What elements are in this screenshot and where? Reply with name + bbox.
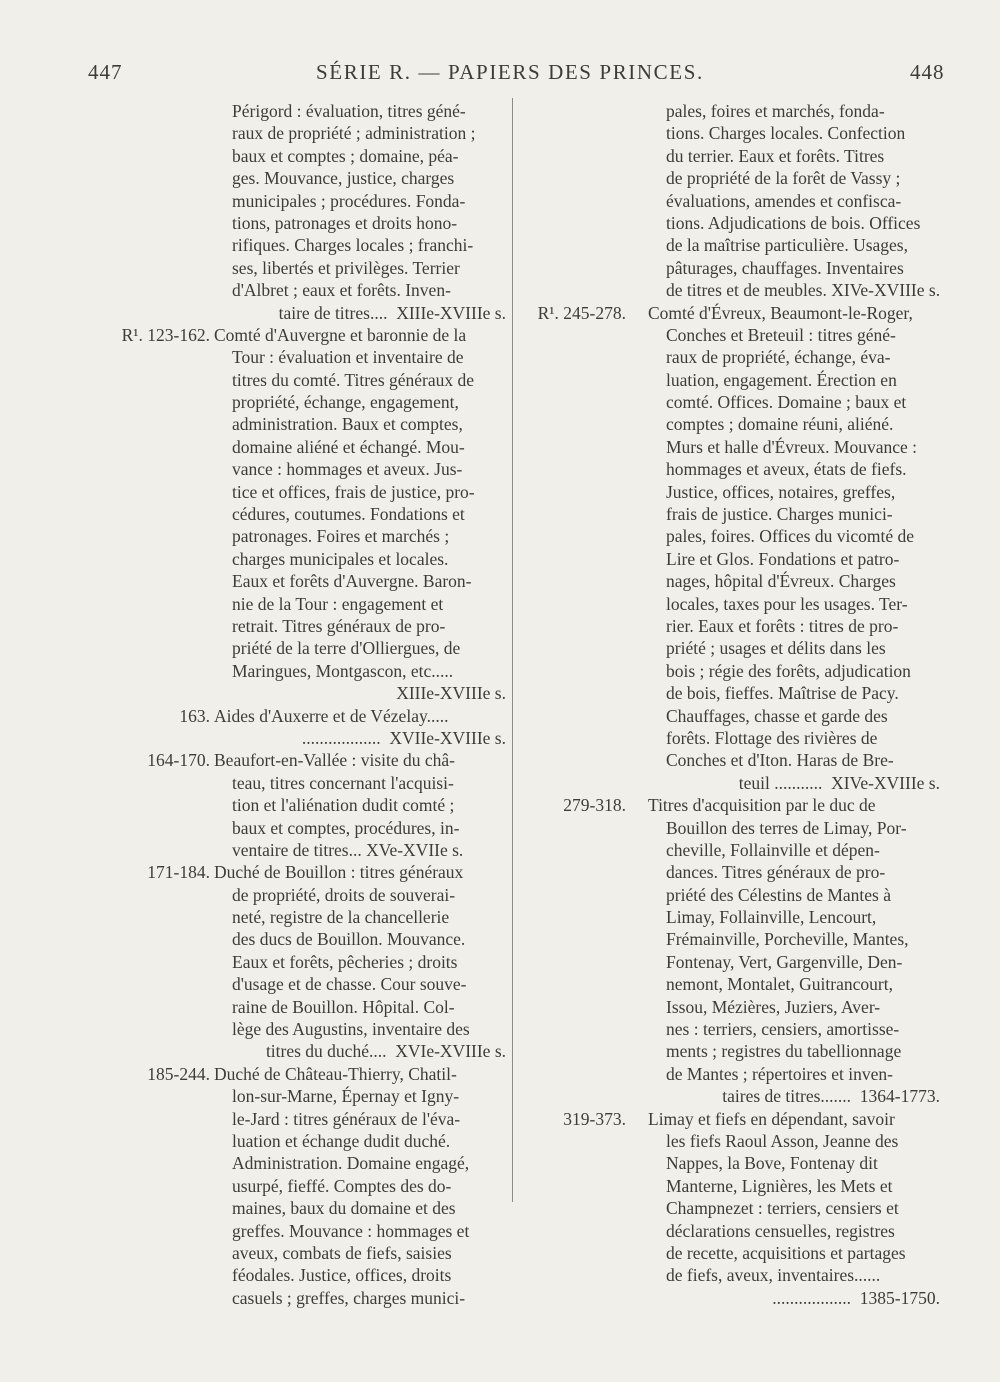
text-line: Beaufort-en-Vallée : visite du châ- — [214, 750, 456, 771]
text-line: hommages et aveux, états de fiefs. — [666, 459, 907, 480]
left-column — [82, 100, 506, 1309]
entry-description — [82, 861, 506, 1063]
text-line: usurpé, fieffé. Comptes des do- — [232, 1175, 452, 1196]
archive-entry — [82, 100, 506, 324]
entry-description — [82, 100, 506, 324]
text-line: du terrier. Eaux et forêts. Titres — [666, 145, 885, 166]
text-line: .................. 1385-1750. — [772, 1287, 940, 1308]
text-line: bois ; régie des forêts, adjudication — [666, 660, 911, 681]
text-line: ses, libertés et privilèges. Terrier — [232, 257, 460, 278]
text-line: casuels ; greffes, charges munici- — [232, 1287, 466, 1308]
text-line: priété ; usages et délits dans les — [666, 638, 886, 659]
text-line: taires de titres....... 1364-1773. — [722, 1086, 940, 1107]
text-line: ventaire de titres... XVe-XVIIe s. — [232, 839, 464, 860]
text-line: Bouillon des terres de Limay, Por- — [666, 817, 907, 838]
text-line: charges municipales et locales. — [232, 548, 449, 569]
text-line: Lire et Glos. Fondations et patro- — [666, 548, 900, 569]
text-line: aveux, combats de fiefs, saisies — [232, 1242, 452, 1263]
page-number-left: 447 — [88, 60, 123, 84]
text-line: de la maîtrise particulière. Usages, — [666, 235, 908, 256]
entry-description — [82, 324, 506, 705]
archive-entry — [82, 705, 506, 750]
text-line: ges. Mouvance, justice, charges — [232, 168, 455, 189]
text-line: Nappes, la Bove, Fontenay dit — [666, 1153, 878, 1174]
text-line: Limay et fiefs en dépendant, savoir — [648, 1108, 895, 1129]
text-line: Eaux et forêts, pêcheries ; droits — [232, 951, 458, 972]
text-line: Tour : évaluation et inventaire de — [232, 347, 464, 368]
text-line: tion et l'aliénation dudit comté ; — [232, 795, 455, 816]
text-line: administration. Baux et comptes, — [232, 414, 463, 435]
text-line: teuil ........... XIVe-XVIIIe s. — [738, 772, 940, 793]
text-line: cédures, coutumes. Fondations et — [232, 504, 465, 525]
text-line: Conches et d'Iton. Haras de Bre- — [666, 750, 894, 771]
text-line: tice et offices, frais de justice, pro- — [232, 481, 475, 502]
text-line: tions. Adjudications de bois. Offices — [666, 212, 921, 233]
entry-description — [520, 302, 940, 795]
text-line: Fontenay, Vert, Gargenville, Den- — [666, 951, 903, 972]
text-line: comté. Offices. Domaine ; baux et — [666, 392, 907, 413]
page-number-right: 448 — [910, 60, 945, 84]
entry-reference: 164-170. — [147, 750, 210, 771]
text-line: luation et échange dudit duché. — [232, 1130, 451, 1151]
text-line: Murs et halle d'Évreux. Mouvance : — [666, 436, 917, 457]
text-line: tions, patronages et droits hono- — [232, 212, 458, 233]
text-line: .................. XVIIe-XVIIIe s. — [301, 727, 506, 748]
text-line: baux et comptes ; domaine, péa- — [232, 145, 459, 166]
archive-entry — [82, 1063, 506, 1309]
text-line: taire de titres.... XIIIe-XVIIIe s. — [278, 302, 506, 323]
entry-description — [520, 794, 940, 1107]
column-divider — [512, 98, 513, 1202]
text-line: nes : terriers, censiers, amortisse- — [666, 1019, 900, 1040]
text-line: patronages. Foires et marchés ; — [232, 526, 450, 547]
text-line: d'usage et de chasse. Cour souve- — [232, 974, 467, 995]
text-line: de fiefs, aveux, inventaires...... — [666, 1265, 881, 1286]
text-line: Chauffages, chasse et garde des — [666, 705, 888, 726]
text-line: nie de la Tour : engagement et — [232, 593, 444, 614]
archive-entry — [82, 324, 506, 705]
text-line: titres du comté. Titres généraux de — [232, 369, 475, 390]
text-line: rifiques. Charges locales ; franchi- — [232, 235, 474, 256]
entry-description — [520, 100, 940, 302]
text-line: frais de justice. Charges munici- — [666, 504, 893, 525]
text-line: vance : hommages et aveux. Jus- — [232, 459, 463, 480]
text-line: propriété, échange, engagement, — [232, 392, 459, 413]
text-line: municipales ; procédures. Fonda- — [232, 190, 466, 211]
text-line: Issou, Mézières, Juziers, Aver- — [666, 996, 881, 1017]
entry-reference: 163. — [179, 705, 210, 726]
text-line: nemont, Montalet, Guitrancourt, — [666, 974, 893, 995]
text-line: raine de Bouillon. Hôpital. Col- — [232, 996, 455, 1017]
text-line: pales, foires et marchés, fonda- — [666, 101, 885, 121]
text-line: de titres et de meubles. XIVe-XVIIIe s. — [666, 280, 941, 301]
text-line: forêts. Flottage des rivières de — [666, 727, 878, 748]
entry-description — [520, 1108, 940, 1310]
text-line: Conches et Breteuil : titres géné- — [666, 324, 896, 345]
archive-entry — [520, 100, 940, 302]
entry-reference: 319-373. — [563, 1108, 626, 1129]
text-line: le-Jard : titres généraux de l'éva- — [232, 1108, 461, 1129]
entry-description — [82, 1063, 506, 1309]
text-line: Administration. Domaine engagé, — [232, 1153, 470, 1174]
text-line: féodales. Justice, offices, droits — [232, 1265, 452, 1286]
text-line: déclarations censuelles, registres — [666, 1220, 895, 1241]
text-line: priété des Célestins de Mantes à — [666, 884, 892, 905]
entry-reference: 171-184. — [147, 862, 210, 883]
entry-reference: R¹. 245-278. — [537, 302, 626, 323]
text-line: cheville, Follainville et dépen- — [666, 839, 880, 860]
running-title: SÉRIE R. — PAPIERS DES PRINCES. — [316, 60, 704, 84]
text-line: tions. Charges locales. Confection — [666, 123, 906, 144]
right-column — [520, 100, 940, 1309]
text-line: Maringues, Montgascon, etc..... — [232, 660, 454, 681]
text-line: Comté d'Évreux, Beaumont-le-Roger, — [648, 302, 913, 323]
text-line: Périgord : évaluation, titres géné- — [232, 101, 466, 121]
text-line: greffes. Mouvance : hommages et — [232, 1220, 470, 1241]
entry-reference: R¹. 123-162. — [121, 324, 210, 345]
text-line: XIIIe-XVIIIe s. — [396, 683, 506, 704]
archive-entry — [520, 1108, 940, 1310]
text-line: de propriété de la forêt de Vassy ; — [666, 168, 901, 189]
text-line: de propriété, droits de souverai- — [232, 884, 456, 905]
text-line: domaine aliéné et échangé. Mou- — [232, 436, 465, 457]
text-line: luation, engagement. Érection en — [666, 369, 897, 390]
archive-entry — [82, 861, 506, 1063]
text-line: priété de la terre d'Olliergues, de — [232, 638, 461, 659]
text-line: pales, foires. Offices du vicomté de — [666, 526, 914, 547]
text-line: retrait. Titres généraux de pro- — [232, 615, 446, 636]
entry-reference: 185-244. — [147, 1063, 210, 1084]
text-line: Duché de Bouillon : titres généraux — [214, 862, 464, 883]
archive-entry — [82, 749, 506, 861]
text-line: Justice, offices, notaires, greffes, — [666, 481, 896, 502]
text-line: Eaux et forêts d'Auvergne. Baron- — [232, 571, 472, 592]
text-line: nages, hôpital d'Évreux. Charges — [666, 571, 896, 592]
text-line: Titres d'acquisition par le duc de — [648, 795, 876, 816]
text-line: les fiefs Raoul Asson, Jeanne des — [666, 1130, 899, 1151]
text-line: Manterne, Lignières, les Mets et — [666, 1175, 893, 1196]
text-line: dances. Titres généraux de pro- — [666, 862, 886, 883]
text-line: raux de propriété ; administration ; — [232, 123, 476, 144]
text-line: lège des Augustins, inventaire des — [232, 1019, 470, 1040]
archive-entry — [520, 302, 940, 795]
entry-reference: 279-318. — [563, 795, 626, 816]
text-line: des ducs de Bouillon. Mouvance. — [232, 929, 466, 950]
text-line: Limay, Follainville, Lencourt, — [666, 907, 877, 928]
text-line: raux de propriété, échange, éva- — [666, 347, 891, 368]
text-line: locales, taxes pour les usages. Ter- — [666, 593, 908, 614]
text-line: baux et comptes, procédures, in- — [232, 817, 460, 838]
text-line: titres du duché.... XVIe-XVIIIe s. — [265, 1041, 506, 1062]
text-line: Aides d'Auxerre et de Vézelay..... — [214, 705, 449, 726]
text-line: d'Albret ; eaux et forêts. Inven- — [232, 280, 451, 301]
text-line: de Mantes ; répertoires et inven- — [666, 1063, 893, 1084]
text-line: neté, registre de la chancellerie — [232, 907, 450, 928]
text-line: ments ; registres du tabellionnage — [666, 1041, 902, 1062]
text-line: de bois, fieffes. Maîtrise de Pacy. — [666, 683, 899, 704]
text-line: Duché de Château-Thierry, Chatil- — [214, 1063, 457, 1084]
text-line: rier. Eaux et forêts : titres de pro- — [666, 615, 899, 636]
text-line: maines, baux du domaine et des — [232, 1198, 456, 1219]
text-line: lon-sur-Marne, Épernay et Igny- — [232, 1086, 460, 1107]
text-line: évaluations, amendes et confisca- — [666, 190, 902, 211]
text-line: Comté d'Auvergne et baronnie de la — [214, 324, 467, 345]
text-line: Frémainville, Porcheville, Mantes, — [666, 929, 909, 950]
archive-entry — [520, 794, 940, 1107]
text-line: de recette, acquisitions et partages — [666, 1242, 906, 1263]
text-line: Champnezet : terriers, censiers et — [666, 1198, 899, 1219]
text-line: teau, titres concernant l'acquisi- — [232, 772, 454, 793]
text-line: comptes ; domaine réuni, aliéné. — [666, 414, 894, 435]
text-line: pâturages, chauffages. Inventaires — [666, 257, 904, 278]
